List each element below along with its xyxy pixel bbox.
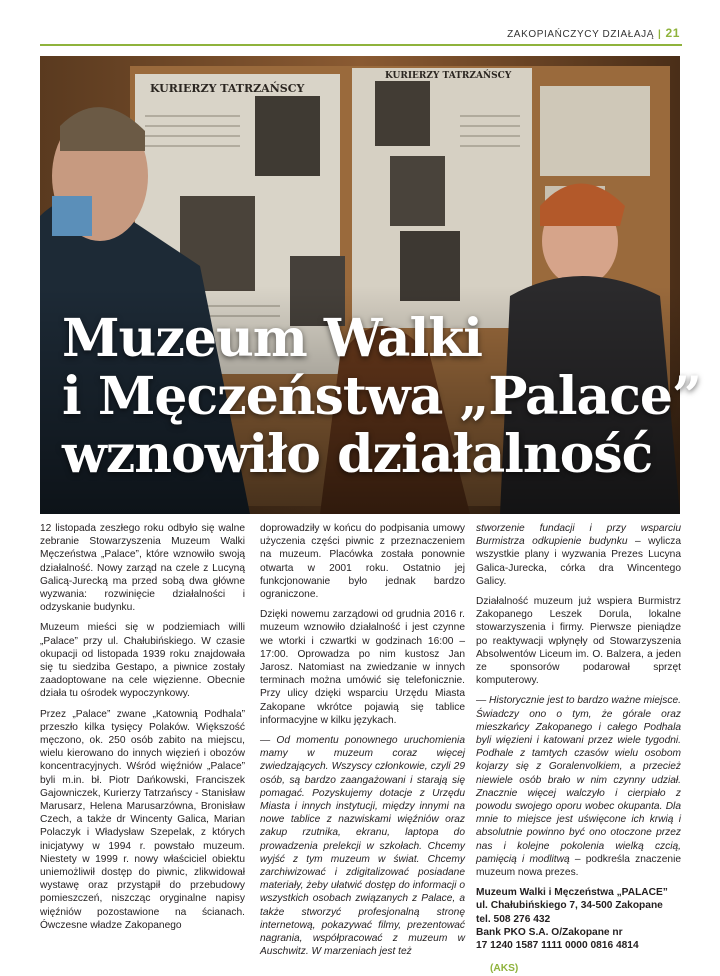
- paragraph: [476, 522, 681, 588]
- contact-phone: tel. 508 276 432: [476, 913, 551, 925]
- section-title: ZAKOPIAŃCZYCY DZIAŁAJĄ: [507, 29, 655, 40]
- header-rule: [40, 44, 682, 46]
- headline-line-2: i Męczeństwa „Palace”: [62, 366, 701, 427]
- headline-line-1: Muzeum Walki: [62, 308, 483, 369]
- quote-paragraph: — Od momentu ponownego uruchomienia mamy w muzeum coraz więcej zwiedzających. Wszyscy członkowie, czyli 29 osób, są bardzo zaangażowani i starają się pomagać. Pozyskujemy dotacje z Urzędu Miasta i innych instytucji, między innymi na nowe tablice z nazwiskami więźniów oraz zakup rzutnika, ekranu, laptopa do prowadzenia prelekcji w szkołach. Chcemy wyjść z tym muzeum w świat. Chcemy zarchiwizować i zdigitalizować posiadane materiały, żeby ułatwić dostęp do informacji o wszystkich osobach związanych z Palace, a także stworzyć profesjonalną stronę internetową, pokazywać filmy, prezentować nagrania, współpracować z muzeum w Auschwitz. W marzeniach jest też: [260, 735, 465, 958]
- paragraph: Przez „Palace” zwane „Katownią Podhala” przeszło kilka tysięcy Polaków. Większość męczono, ok. 250 osób zabito na miejscu, wielu kierowano do innych więzień i obozów koncentracyjnych. Wśród więźniów „Palace” byli m.in. bł. Piotr Dańkowski, Franciszek Gajowniczek, Kurierzy Tatrzańscy - Stanisław Marusarz, Helena Marusarzówna, Bronisław Czech, a także dr Wincenty Galica, Marian Polaczyk i Władysław Szepelak, z których inicjatywy w 1994 r. powstało muzeum. Niestety w 1999 r. nowy właściciel obiektu uniemożliwił dostęp do piwnic, zlikwidował wystawę oraz przystąpił do przebudowy pomieszczeń, niszcząc oryginalne napisy więźniów pozostawione na ścianach. Ówczesne władze Zakopanego: [40, 708, 245, 931]
- quote-attribution: – wylicza wszystkie plany i wyzwania Prezes Lucyna Galica-Jurecka, córka dra Wincentego Galicy.: [476, 536, 681, 587]
- contact-account: 17 1240 1587 1111 0000 0816 4814: [476, 940, 639, 952]
- contact-bank: Bank PKO S.A. O/Zakopane nr: [476, 926, 623, 938]
- quote-attribution: – podkreśla znaczenie muzeum nowa prezes.: [476, 853, 681, 879]
- paragraph: Działalność muzeum już wspiera Burmistrz Zakopanego Leszek Dorula, lokalne stowarzyszenia i firmy. Pierwsze pieniądze po reaktywacji wpłynęły od Stowarzyszenia Absolwentów Liceum im. O. Balzera, a jeden ze sponsorów podarował sprzęt komputerowy.: [476, 596, 681, 687]
- contact-name: Muzeum Walki i Męczeństwa „PALACE”: [476, 887, 668, 899]
- contact-address: ul. Chałubińskiego 7, 34-500 Zakopane: [476, 900, 663, 912]
- paragraph: [476, 694, 681, 879]
- page-number: 21: [665, 26, 680, 40]
- contact-block: [476, 886, 681, 952]
- header-separator: |: [658, 29, 662, 40]
- paragraph: 12 listopada zeszłego roku odbyło się walne zebranie Stowarzyszenia Muzeum Walki Męczeństwa „Palace”, które wznowiło swoją działalność. Nowy zarząd na czele z Lucyną Galicą-Jurecką ma przed sobą dwa główne wyzwania: rozwinięcie działalności i odzyskanie budynku.: [40, 523, 245, 614]
- paragraph: doprowadziły w końcu do podpisania umowy użyczenia części piwnic z przeznaczeniem na muzeum. Placówka została ponownie otwarta w 2001 roku. Ostatnio jej funkcjonowanie było jednak bardzo ograniczone.: [260, 523, 465, 601]
- board-title-right: KURIERZY TATRZAŃSCY: [385, 71, 512, 81]
- paragraph: Muzeum mieści się w podziemiach willi „Palace” przy ul. Chałubińskiego. W czasie okupacji od listopada 1939 roku znajdowała się tu siedziba Gestapo, a piwnice zostały zaadoptowane na cele więzienne. Obecnie działa tu ośrodek wypoczynkowy.: [40, 622, 245, 700]
- quote-continuation: stworzenie fundacji i przy wsparciu Burmistrza odkupienie budynku: [476, 523, 681, 548]
- paragraph: Dzięki nowemu zarządowi od grudnia 2016 r. muzeum wznowiło działalność i jest czynne we wtorki i czwartki w godzinach 16:00 – 17:00. Oprowadza po nim kustosz Jan Jarosz. Natomiast na zwiedzanie w innych terminach można umówić się telefonicznie. Przy ulicy dzięki wsparciu Urzędu Miasta Zakopane wkrótce pojawią się tablice informacyjne w kilku językach.: [260, 609, 465, 726]
- author-signature: (AKS): [490, 963, 519, 975]
- board-title-left: KURIERZY TATRZAŃSCY: [150, 82, 305, 95]
- article-column-3: [476, 522, 681, 976]
- running-header: [507, 26, 680, 40]
- headline-line-3: wznowiło działalność: [62, 424, 653, 485]
- article-headline: [62, 310, 701, 484]
- quote-text: — Historycznie jest to bardzo ważne miejsce. Świadczy ono o tym, że górale oraz mieszkańcy Zakopanego i całego Podhala byli więzieni i katowani przez wiele tygodni. Podhale z tamtych czasów wielu osobom kojarzy się z Goralenvolkiem, a przecież niewiele osób brało w nim czynny udział. Znacznie więcej walczyło i cierpiało z powodu swojego oporu wobec okupanta. Dla mnie to miejsce jest uświęcone ich krwią i absolutnie powinno być ono otoczone przez nas i kolejne pokolenia wielką czcią, pamięcią i modlitwą: [476, 695, 681, 865]
- article-column-1: [40, 522, 245, 939]
- article-column-2: [260, 522, 465, 966]
